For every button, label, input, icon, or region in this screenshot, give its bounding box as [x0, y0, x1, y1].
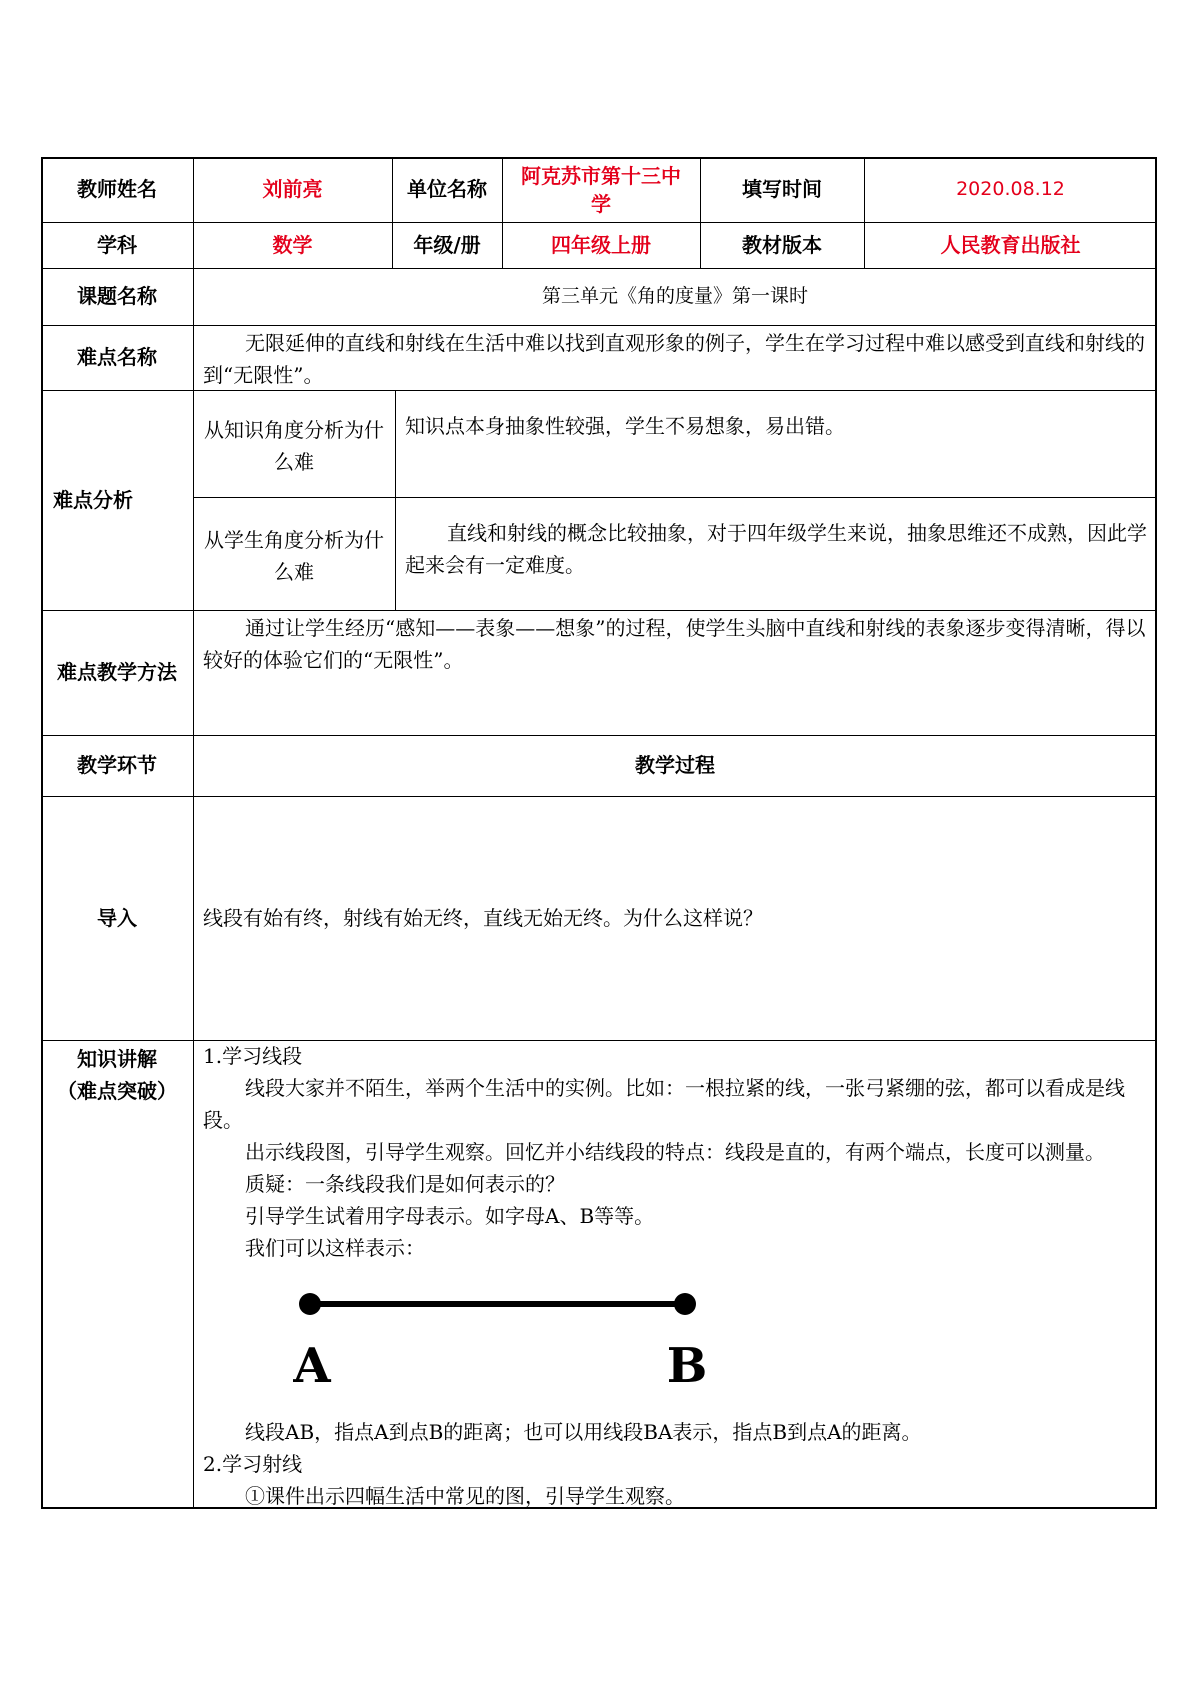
line-segment-diagram: [270, 1282, 730, 1392]
unit-name-value: 阿克苏市第十三中学: [521, 163, 681, 216]
student-angle-value: [395, 517, 1157, 602]
knowledge-explanation-content: [203, 1040, 1143, 1264]
knowledge-explanation-label: [41, 1040, 193, 1110]
student-angle-text: 直线和射线的概念比较抽象，对于四年级学生来说，抽象思维还不成熟，因此学起来会有一定难度。: [405, 521, 1147, 577]
edition-value: 人民教育出版社: [940, 232, 1081, 257]
knowledge-explanation-title: 知识讲解: [77, 1047, 157, 1071]
segment-endpoint-b: [674, 1293, 696, 1315]
difficulty-analysis-label: 难点分析: [53, 487, 133, 512]
teaching-process-header: 教学过程: [635, 753, 715, 777]
intro-value: [193, 796, 1157, 1040]
unit-name-label: 单位名称: [407, 177, 487, 201]
knowledge-angle-text: 知识点本身抽象性较强，学生不易想象，易出错。: [405, 414, 845, 438]
section-heading-segment: 1.学习线段: [203, 1044, 303, 1068]
knowledge-explanation-content-continued: [203, 1416, 1143, 1512]
difficulty-name-text: 无限延伸的直线和射线在生活中难以找到直观形象的例子，学生在学习过程中难以感受到直线和射线的到“无限性”。: [203, 331, 1145, 387]
segment-endpoint-a: [299, 1293, 321, 1315]
teaching-method-text: 通过让学生经历“感知——表象——想象”的过程，使学生头脑中直线和射线的表象逐步变得清晰，得以较好的体验它们的“无限性”。: [203, 616, 1146, 672]
knowledge-explanation-subtitle: （难点突破）: [57, 1079, 177, 1103]
teacher-name-value: 刘前亮: [262, 177, 323, 201]
teaching-method-value: [193, 612, 1157, 732]
segment-intro-paragraph: 线段大家并不陌生，举两个生活中的实例。比如：一根拉紧的线，一张弓紧绷的弦，都可以看成是线段。: [203, 1076, 1125, 1132]
segment-question-paragraph: 质疑：一条线段我们是如何表示的？: [245, 1172, 565, 1196]
edition-label: 教材版本: [742, 232, 822, 257]
student-angle-label: 从学生角度分析为什么难: [204, 528, 384, 584]
lesson-title-label: 课题名称: [77, 284, 157, 308]
fill-date-value: 2020.08.12: [956, 177, 1065, 200]
segment-label-a: A: [293, 1338, 331, 1392]
segment-notation-intro: 我们可以这样表示：: [245, 1236, 425, 1260]
grade-value: 四年级上册: [551, 232, 651, 257]
ray-intro-paragraph: ①课件出示四幅生活中常见的图，引导学生观察。: [245, 1484, 685, 1508]
segment-letters-paragraph: 引导学生试着用字母表示。如字母A、B等等。: [245, 1204, 655, 1228]
row-divider: [193, 497, 1157, 498]
lesson-title-value: 第三单元《角的度量》第一课时: [541, 284, 808, 307]
difficulty-name-label: 难点名称: [77, 345, 157, 369]
teaching-method-label: 难点教学方法: [57, 660, 177, 684]
knowledge-angle-label: 从知识角度分析为什么难: [204, 418, 384, 474]
subject-value: 数学: [272, 232, 313, 257]
intro-label: 导入: [97, 905, 137, 930]
segment-label-b: B: [666, 1338, 708, 1392]
teaching-stage-header: 教学环节: [77, 753, 157, 777]
row-divider: [41, 610, 1157, 611]
segment-ab-explanation: 线段AB，指点A到点B的距离；也可以用线段BA表示，指点B到点A的距离。: [245, 1420, 922, 1444]
subject-label: 学科: [97, 232, 137, 257]
segment-features-paragraph: 出示线段图，引导学生观察。回忆并小结线段的特点：线段是直的，有两个端点，长度可以测量。: [245, 1140, 1105, 1164]
row-divider: [41, 325, 1157, 326]
difficulty-name-value: [193, 327, 1157, 390]
intro-text: 线段有始有终，射线有始无终，直线无始无终。为什么这样说？: [203, 906, 763, 930]
section-heading-ray: 2.学习射线: [203, 1452, 303, 1476]
grade-label: 年级/册: [413, 232, 481, 257]
knowledge-angle-value: [395, 410, 1157, 490]
fill-date-label: 填写时间: [742, 177, 822, 201]
teacher-name-label: 教师姓名: [77, 177, 157, 201]
